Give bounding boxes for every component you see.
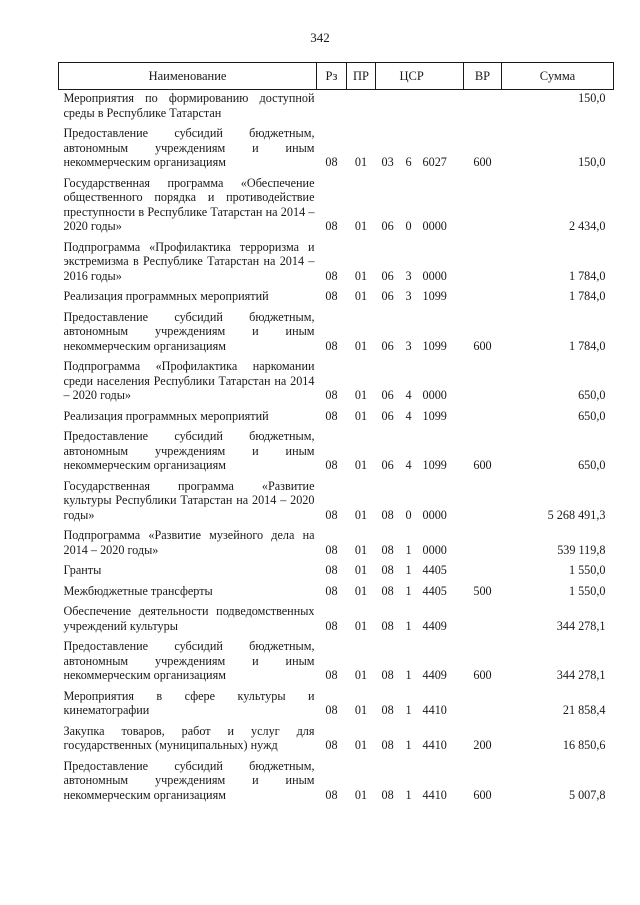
row-vr: 600 [473, 787, 492, 802]
row-sum: 1 784,0 [568, 268, 606, 283]
row-name: Гранты [63, 563, 102, 577]
row-csr-2: 3 [405, 289, 412, 303]
table-row [59, 90, 614, 127]
row-name: Мероприятия по формированию доступной среды в Республике Татарстан [63, 91, 315, 120]
row-name: Предоставление субсидий бюджетным, автономным учреждениям и иным некоммерческим организациям [63, 639, 315, 682]
row-name: Подпрограмма «Профилактика наркомании среди населения Республики Татарстан на 2014 – 2020 годы» [63, 359, 315, 402]
row-vr [464, 90, 502, 127]
row-csr-1 [376, 90, 400, 127]
row-name: Межбюджетные трансферты [63, 583, 213, 598]
row-pr: 01 [354, 618, 368, 633]
row-vr [464, 528, 502, 563]
row-name: Государственная программа «Обеспечение общественного порядка и противодействие преступности в Республике Татарстан на 2014 – 2020 годы» [63, 175, 315, 233]
row-name: Государственная программа «Развитие культуры Республики Татарстан на 2014 – 2020 годы» [63, 478, 315, 522]
table-row [59, 289, 614, 310]
row-pr: 01 [354, 542, 368, 557]
table-body [59, 90, 614, 809]
row-csr-1: 08 [381, 703, 394, 717]
row-sum: 539 119,8 [557, 542, 606, 557]
row-rz: 08 [325, 388, 338, 402]
row-csr-3: 4410 [422, 787, 447, 802]
row-name: Подпрограмма «Развитие музейного дела на 2014 – 2020 годы» [63, 528, 315, 557]
row-vr: 500 [473, 583, 492, 598]
row-csr-1: 06 [381, 338, 394, 353]
table-row [59, 759, 614, 809]
row-sum: 150,0 [578, 91, 606, 105]
header-sum: Сумма [502, 63, 614, 90]
row-vr [464, 240, 502, 290]
row-vr: 600 [473, 668, 492, 682]
row-csr-2 [400, 90, 421, 127]
row-rz: 08 [325, 787, 338, 802]
row-csr-3: 4405 [422, 563, 447, 577]
row-sum: 5 268 491,3 [547, 507, 606, 522]
row-csr-3: 4410 [422, 738, 447, 752]
row-pr: 01 [354, 388, 368, 402]
row-name: Предоставление субсидий бюджетным, автономным учреждениям и иным некоммерческим организациям [63, 309, 315, 353]
row-vr: 600 [473, 338, 492, 353]
row-csr-2: 6 [405, 155, 412, 169]
row-name: Предоставление субсидий бюджетным, автономным учреждениям и иным некоммерческим организациям [63, 126, 315, 169]
row-rz: 08 [325, 618, 338, 633]
row-csr-2: 4 [405, 388, 412, 402]
row-csr-3: 4410 [422, 703, 447, 717]
row-csr-1: 06 [381, 219, 394, 233]
header-pr: ПР [347, 63, 376, 90]
row-vr [464, 563, 502, 584]
row-csr-3: 0000 [422, 388, 447, 402]
row-rz: 08 [325, 268, 338, 283]
table-row [59, 724, 614, 759]
row-vr [464, 604, 502, 639]
row-pr: 01 [354, 458, 368, 472]
row-csr-2: 4 [405, 458, 412, 472]
row-csr-3: 4405 [422, 583, 447, 598]
row-sum: 1 550,0 [568, 563, 606, 577]
row-pr: 01 [354, 507, 368, 522]
table-header [59, 63, 614, 90]
row-csr-3: 6027 [422, 155, 447, 169]
row-pr: 01 [354, 268, 368, 283]
row-csr-1: 06 [381, 408, 394, 423]
row-pr: 01 [354, 408, 368, 423]
table-row [59, 528, 614, 563]
row-csr-2: 4 [405, 408, 412, 423]
header-rz: Рз [317, 63, 347, 90]
row-pr [347, 90, 376, 127]
row-rz: 08 [325, 289, 338, 303]
row-csr-2: 1 [405, 583, 412, 598]
row-sum: 1 784,0 [568, 338, 606, 353]
row-rz: 08 [325, 507, 338, 522]
row-vr: 200 [473, 738, 492, 752]
table-row [59, 563, 614, 584]
budget-table [58, 62, 614, 808]
row-sum: 650,0 [578, 388, 606, 402]
row-csr-1: 08 [381, 542, 394, 557]
row-pr: 01 [354, 583, 368, 598]
row-rz: 08 [325, 738, 338, 752]
row-sum: 150,0 [578, 155, 606, 169]
row-pr: 01 [354, 155, 368, 169]
row-vr: 600 [473, 155, 492, 169]
row-csr-3: 1099 [422, 408, 447, 423]
row-rz: 08 [325, 542, 338, 557]
row-csr-2: 0 [405, 507, 412, 522]
row-csr-1: 06 [381, 268, 394, 283]
row-vr [464, 479, 502, 529]
row-name: Реализация программных мероприятий [63, 408, 269, 423]
row-csr-1: 08 [381, 507, 394, 522]
row-rz: 08 [325, 668, 338, 682]
row-pr: 01 [354, 787, 368, 802]
row-sum: 344 278,1 [556, 668, 606, 682]
table-row [59, 126, 614, 176]
row-vr [464, 409, 502, 430]
header-name: Наименование [59, 63, 317, 90]
row-vr: 600 [473, 458, 492, 472]
table-row [59, 604, 614, 639]
row-vr [464, 289, 502, 310]
row-rz: 08 [325, 219, 338, 233]
table-row [59, 689, 614, 724]
row-rz: 08 [325, 563, 338, 577]
row-pr: 01 [354, 289, 368, 303]
row-csr-3: 0000 [422, 542, 447, 557]
row-csr-2: 1 [405, 787, 412, 802]
table-row [59, 409, 614, 430]
row-csr-1: 06 [381, 289, 394, 303]
row-csr-1: 08 [381, 787, 394, 802]
row-sum: 5 007,8 [568, 787, 606, 802]
row-sum: 650,0 [578, 408, 606, 423]
row-csr-2: 1 [405, 668, 412, 682]
row-csr-3: 0000 [422, 268, 447, 283]
table-row [59, 240, 614, 290]
row-rz: 08 [325, 155, 338, 169]
row-vr [464, 689, 502, 724]
row-vr [464, 176, 502, 240]
row-csr-2: 3 [405, 338, 412, 353]
row-rz: 08 [325, 408, 338, 423]
table-row [59, 584, 614, 605]
table-row [59, 639, 614, 689]
row-csr-1: 06 [381, 388, 394, 402]
row-sum: 2 434,0 [568, 219, 606, 233]
row-csr-1: 03 [381, 155, 394, 169]
row-pr: 01 [354, 563, 368, 577]
row-sum: 16 850,6 [562, 738, 606, 752]
row-csr-2: 1 [405, 738, 412, 752]
row-csr-1: 08 [381, 738, 394, 752]
table-row [59, 176, 614, 240]
row-pr: 01 [354, 703, 368, 717]
row-csr-2: 0 [405, 219, 412, 233]
row-csr-3: 1099 [422, 289, 447, 303]
row-rz: 08 [325, 703, 338, 717]
row-sum: 1 784,0 [568, 289, 606, 303]
row-csr-1: 08 [381, 618, 394, 633]
row-csr-3: 1099 [422, 458, 447, 472]
row-name: Подпрограмма «Профилактика терроризма и экстремизма в Республике Татарстан на 2014 – 2016 годы» [63, 239, 315, 283]
table-row [59, 359, 614, 409]
row-name: Реализация программных мероприятий [63, 289, 269, 303]
row-rz: 08 [325, 583, 338, 598]
row-rz [317, 90, 347, 127]
table-row [59, 310, 614, 360]
row-csr-1: 06 [381, 458, 394, 472]
row-csr-2: 1 [405, 703, 412, 717]
row-csr-2: 1 [405, 563, 412, 577]
row-csr-2: 3 [405, 268, 412, 283]
row-pr: 01 [354, 668, 368, 682]
row-sum: 21 858,4 [562, 703, 606, 717]
table-row [59, 429, 614, 479]
header-csr: ЦСР [400, 63, 421, 90]
row-name: Предоставление субсидий бюджетным, автономным учреждениям и иным некоммерческим организациям [63, 758, 315, 802]
row-csr-3: 0000 [422, 507, 447, 522]
row-sum: 344 278,1 [556, 618, 606, 633]
page-number: 342 [310, 30, 330, 45]
row-sum: 1 550,0 [568, 583, 606, 598]
row-name: Предоставление субсидий бюджетным, автономным учреждениям и иным некоммерческим организациям [63, 429, 315, 472]
row-name: Закупка товаров, работ и услуг для государственных (муниципальных) нужд [63, 723, 315, 752]
row-csr-3: 1099 [422, 338, 447, 353]
table-row [59, 479, 614, 529]
row-name: Обеспечение деятельности подведомственных учреждений культуры [63, 604, 315, 633]
row-csr-3: 4409 [422, 618, 447, 633]
row-rz: 08 [325, 338, 338, 353]
row-csr-2: 1 [405, 618, 412, 633]
row-csr-1: 08 [381, 563, 394, 577]
row-name: Мероприятия в сфере культуры и кинематографии [63, 688, 315, 717]
row-vr [464, 359, 502, 409]
row-csr-3: 0000 [422, 219, 447, 233]
row-pr: 01 [354, 738, 368, 752]
row-csr-2: 1 [405, 542, 412, 557]
row-csr-1: 08 [381, 668, 394, 682]
row-pr: 01 [354, 338, 368, 353]
row-csr-1: 08 [381, 583, 394, 598]
row-pr: 01 [354, 219, 368, 233]
row-rz: 08 [325, 458, 338, 472]
row-csr-3 [421, 90, 464, 127]
row-csr-3: 4409 [422, 668, 447, 682]
header-vr: ВР [464, 63, 502, 90]
row-sum: 650,0 [578, 458, 606, 472]
